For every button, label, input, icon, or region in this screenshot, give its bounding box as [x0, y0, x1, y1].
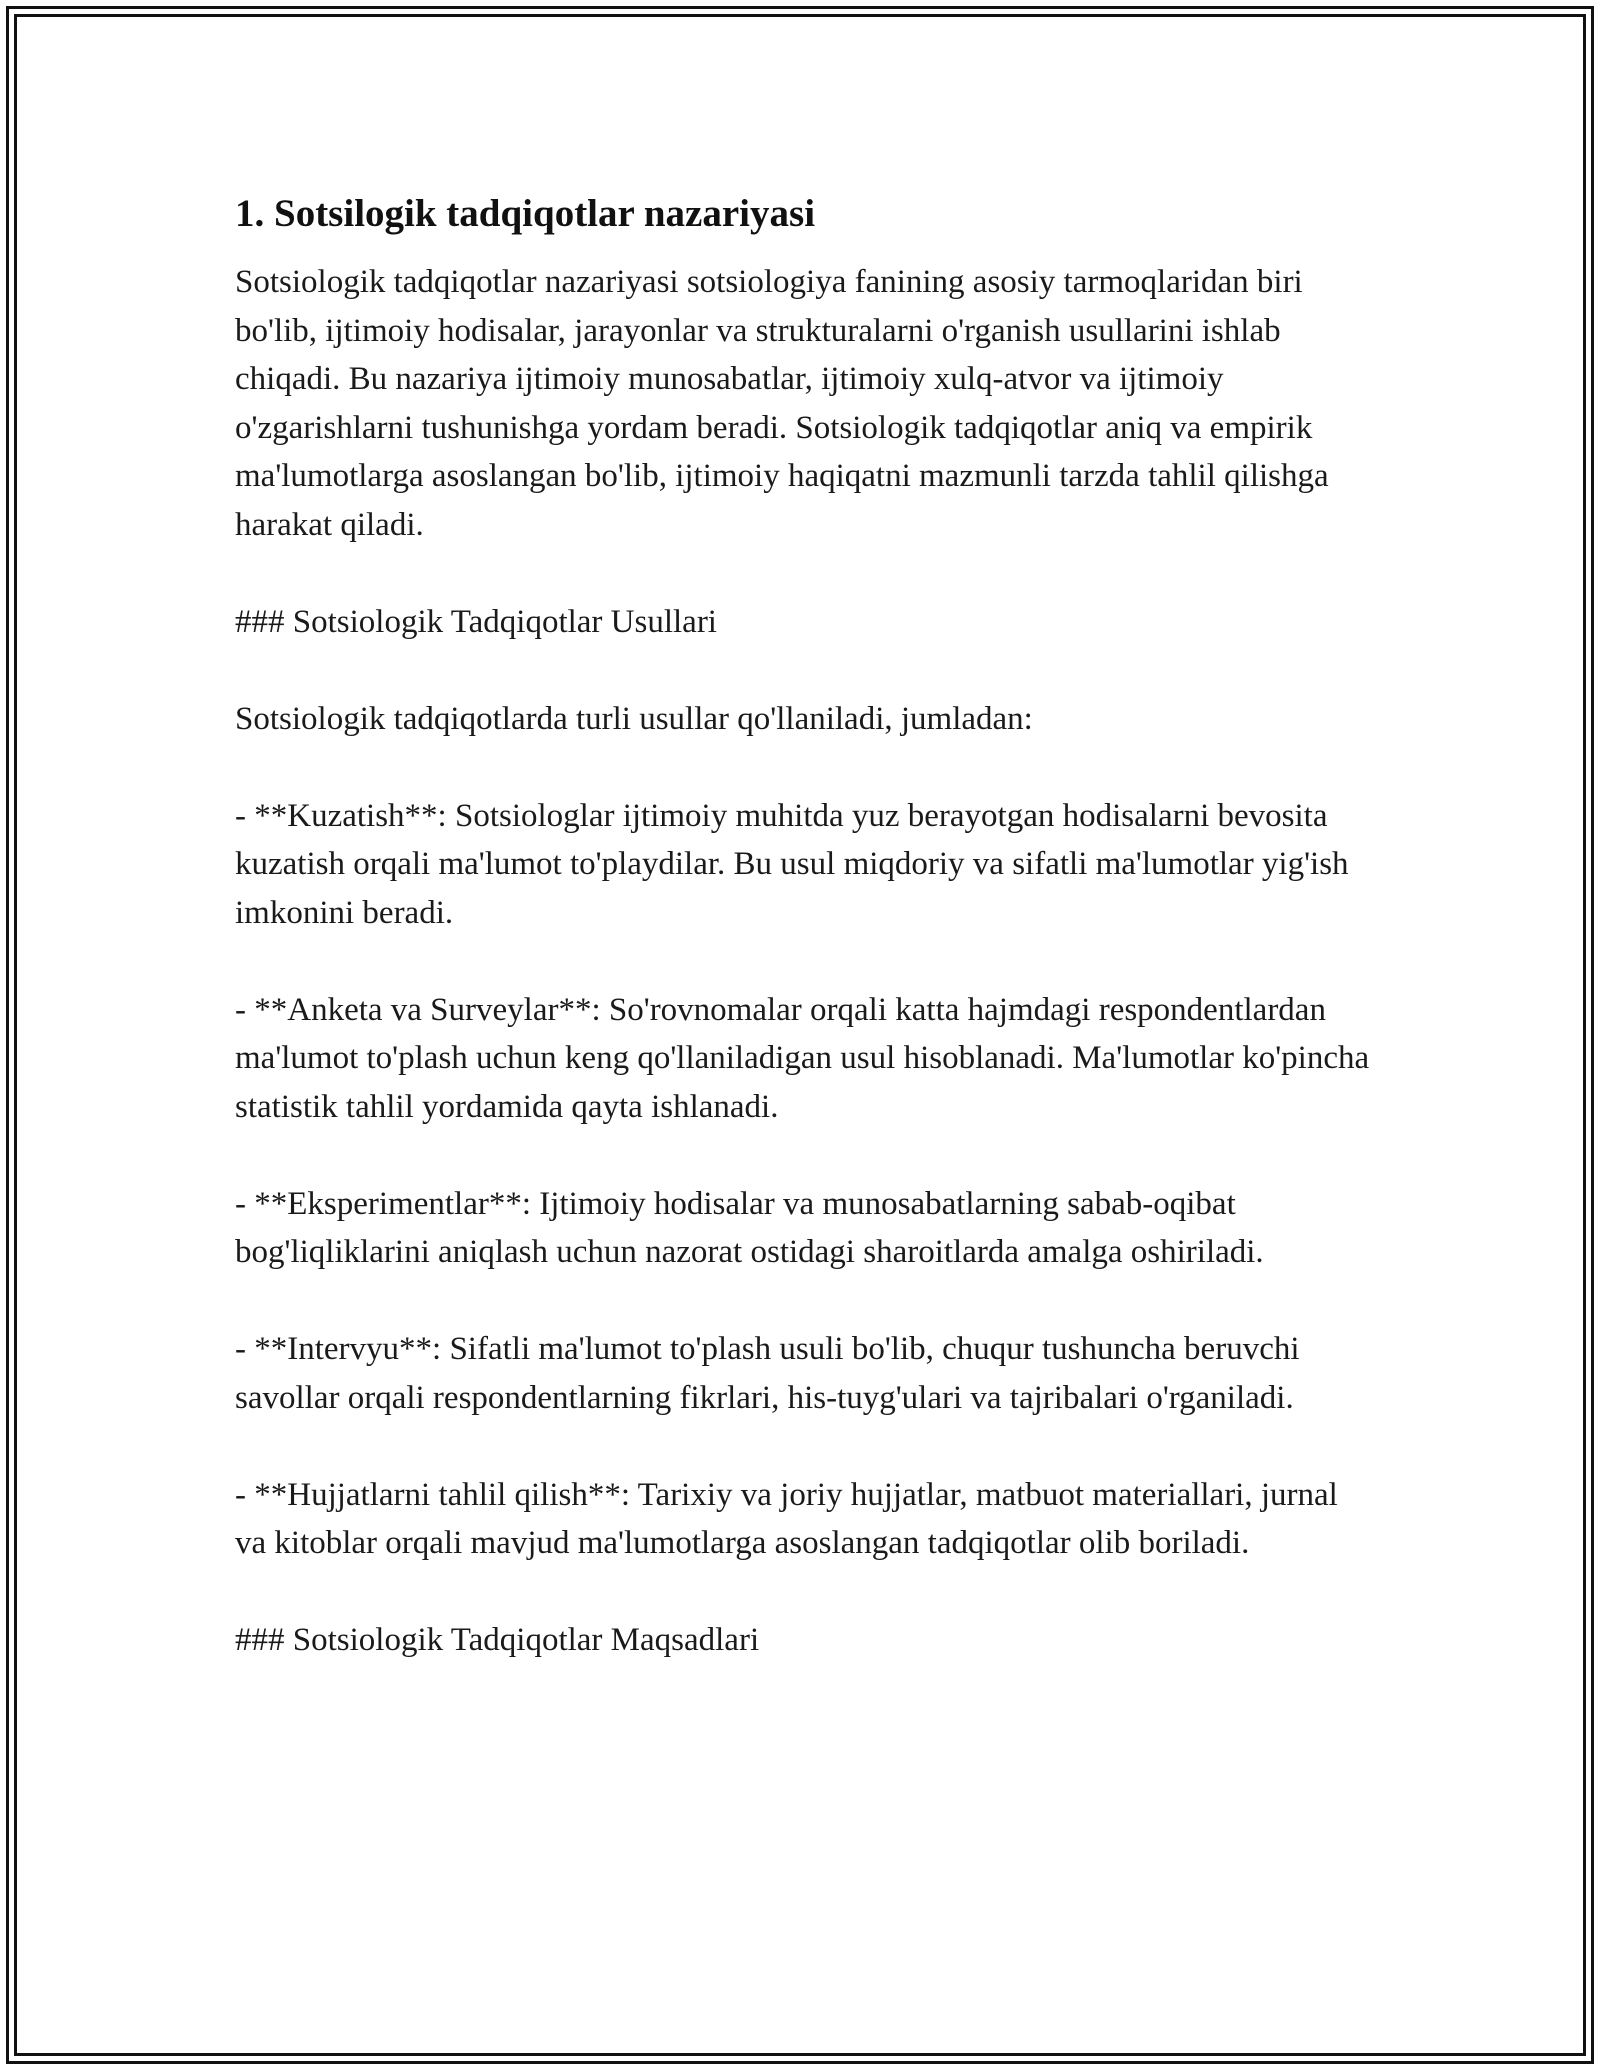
spacer	[235, 743, 1375, 792]
method-item-eksperimentlar: - **Eksperimentlar**: Ijtimoiy hodisalar va munosabatlarning sabab-oqibat bog'liqliklarini aniqlash uchun nazorat ostidagi sharoitlarda amalga oshiriladi.	[235, 1185, 1264, 1270]
document-body	[235, 188, 1375, 1665]
spacer	[235, 937, 1375, 986]
spacer	[235, 1131, 1375, 1180]
page-title: 1. Sotsilogik tadqiqotlar nazariyasi	[235, 192, 816, 235]
spacer	[235, 646, 1375, 695]
method-item-anketa: - **Anketa va Surveylar**: So'rovnomalar orqali katta hajmdagi respondentlardan ma'lumot to'plash uchun keng qo'llaniladigan usul hisoblanadi. Ma'lumotlar ko'pincha statistik tahlil yordamida qayta ishlanadi.	[235, 991, 1370, 1125]
method-item-hujjatlar: - **Hujjatlarni tahlil qilish**: Tarixiy va joriy hujjatlar, matbuot materiallari, jurnal va kitoblar orqali mavjud ma'lumotlarga asoslangan tadqiqotlar olib boriladi.	[235, 1476, 1338, 1561]
spacer	[235, 1277, 1375, 1326]
spacer	[235, 1422, 1375, 1471]
method-item-kuzatish: - **Kuzatish**: Sotsiologlar ijtimoiy muhitda yuz berayotgan hodisalarni bevosita kuzatish orqali ma'lumot to'playdilar. Bu usul miqdoriy va sifatli ma'lumotlar yig'ish imkonini beradi.	[235, 797, 1349, 931]
spacer	[235, 1568, 1375, 1617]
goals-heading: ### Sotsiologik Tadqiqotlar Maqsadlari	[235, 1622, 760, 1658]
methods-intro-paragraph: Sotsiologik tadqiqotlarda turli usullar qo'llaniladi, jumladan:	[235, 700, 1033, 737]
methods-heading: ### Sotsiologik Tadqiqotlar Usullari	[235, 603, 717, 640]
spacer	[235, 549, 1375, 598]
intro-paragraph: Sotsiologik tadqiqotlar nazariyasi sotsiologiya fanining asosiy tarmoqlaridan biri bo'lib, ijtimoiy hodisalar, jarayonlar va strukturalarni o'rganish usullarini ishlab chiqadi. Bu nazariya ijtimoiy munosabatlar, ijtimoiy xulq-atvor va ijtimoiy o'zgarishlarni tushunishga yordam beradi. Sotsiologik tadqiqotlar aniq va empirik ma'lumotlarga asoslangan bo'lib, ijtimoiy haqiqatni mazmunli tarzda tahlil qilishga harakat qiladi.	[235, 264, 1329, 543]
method-item-intervyu: - **Intervyu**: Sifatli ma'lumot to'plash usuli bo'lib, chuqur tushuncha beruvchi savollar orqali respondentlarning fikrlari, his-tuyg'ulari va tajribalari o'rganiladi.	[235, 1331, 1300, 1416]
